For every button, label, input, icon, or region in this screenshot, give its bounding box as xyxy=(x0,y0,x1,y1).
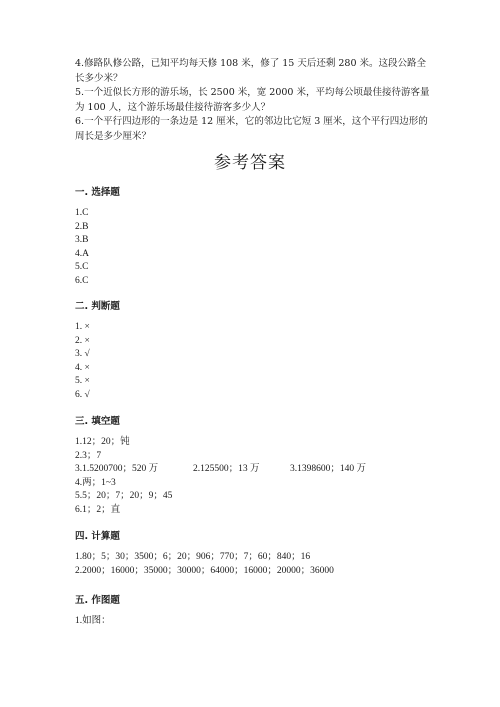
section-calc-title: 四. 计算题 xyxy=(75,531,120,542)
fill-3-part-3: 3.1398600；140 万 xyxy=(290,464,367,474)
list-item: 2.B xyxy=(75,221,89,232)
fill-3-part-1: 3.1.5200700；520 万 xyxy=(75,464,159,474)
problem-4: 4.修路队修公路，已知平均每天修 108 米，修了 15 天后还剩 280 米。这段公路全长多少米？ xyxy=(75,58,427,84)
section-judge-list xyxy=(75,321,90,402)
problem-6: 6.一个平行四边形的一条边是 12 厘米，它的邻边比它短 3 厘米，这个平行四边形的周长是多少厘米？ xyxy=(75,116,428,142)
section-calc-list xyxy=(75,551,334,578)
section-draw-list xyxy=(75,615,111,629)
answers-title: 参考答案 xyxy=(214,153,286,173)
list-item: 1.C xyxy=(75,208,89,218)
list-item: 5.5；20；7；20；9；45 xyxy=(75,491,173,501)
problem-5: 5.一个近似长方形的游乐场，长 2500 米，宽 2000 米，平均每公顷最佳接待游客量为 100 人，这个游乐场最佳接待游客多少人？ xyxy=(75,87,430,113)
list-item: 4.A xyxy=(75,248,89,259)
list-item: 3. √ xyxy=(75,349,90,359)
list-item: 1.80；5；30；3500；6；20；906；770；7；60；840；16 xyxy=(75,552,311,562)
fill-3-part-2: 2.125500；13 万 xyxy=(193,464,260,474)
list-item xyxy=(75,463,435,477)
list-item: 6.1；2；直 xyxy=(75,504,121,515)
section-fill-title: 三. 填空题 xyxy=(75,416,120,427)
list-item: 1.12；20；钝 xyxy=(75,437,130,447)
list-item: 2.3；7 xyxy=(75,450,102,461)
list-item: 2.2000；16000；35000；30000；64000；16000；20000；36000 xyxy=(75,565,334,576)
list-item: 4.两；1~3 xyxy=(75,477,116,488)
list-item: 4. × xyxy=(75,362,90,373)
list-item: 6.C xyxy=(75,275,89,286)
list-item: 5.C xyxy=(75,262,89,272)
list-item: 3.B xyxy=(75,235,89,245)
section-judge-title: 二. 判断题 xyxy=(75,301,120,312)
list-item: 5. × xyxy=(75,376,90,386)
section-draw-title: 五. 作图题 xyxy=(75,595,120,606)
section-choice-title: 一. 选择题 xyxy=(75,187,120,198)
problem-list xyxy=(75,57,435,144)
list-item: 2. × xyxy=(75,335,90,346)
list-item: 1. × xyxy=(75,322,90,332)
section-choice-list xyxy=(75,207,89,288)
section-fill-list xyxy=(75,436,435,517)
list-item: 1.如图： xyxy=(75,616,111,626)
list-item: 6. √ xyxy=(75,389,90,400)
